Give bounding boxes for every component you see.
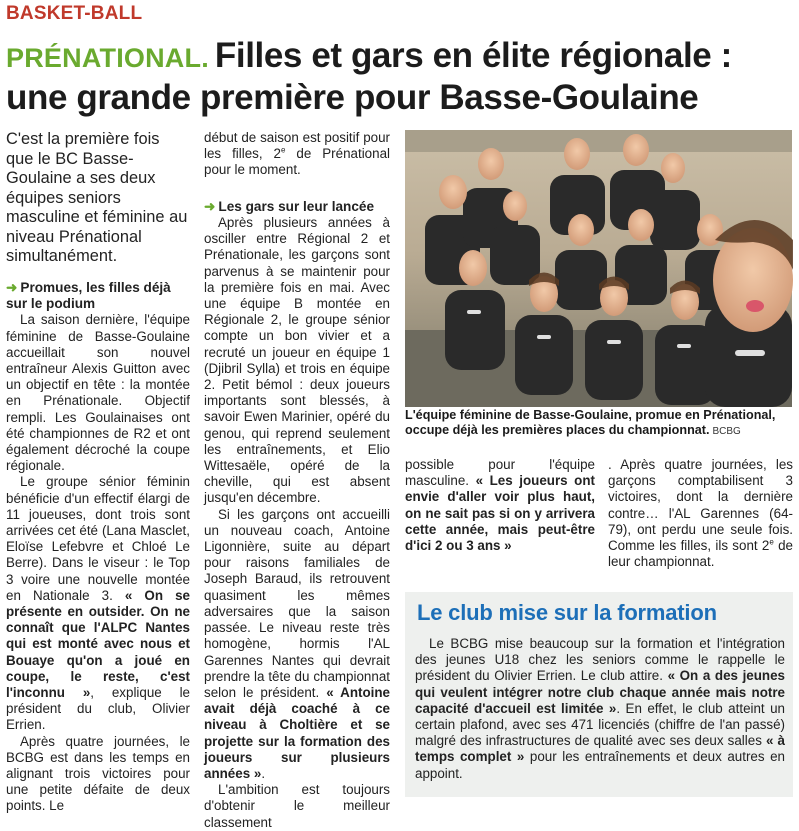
arrow-icon: ➜ xyxy=(6,279,18,295)
subheading-girls xyxy=(6,280,190,313)
paragraph-continued xyxy=(405,457,595,554)
headline xyxy=(6,36,793,118)
paragraph-text: possible pour l'équipe masculine. xyxy=(405,457,595,489)
paragraph-text: début de saison est positif pour les filles, 2 xyxy=(204,130,390,162)
paragraph: La saison dernière, l'équipe féminine de Basse-Goulaine accueillait son nouvel entraîneur Alexis Guitton avec un objectif en tête : la montée en Prénationale. Objectif rempli. Les Goulainaises ont été championnes de R2 et ont également décroché la coupe régionale. xyxy=(6,312,190,474)
paragraph: Après quatre journées, le BCBG est dans les temps en alignant trois victoires pour une petite défaite de deux points. Le xyxy=(6,733,190,814)
quote: « Antoine avait déjà coaché à ce niveau à Choltière et se projette sur la formation des joueurs sur plusieurs années » xyxy=(204,684,390,781)
team-photo xyxy=(405,130,792,407)
box-text-part: Le BCBG mise beaucoup sur la formation et l'intégration des jeunes U18 chez les seniors comme le rappelle le président du Olivier Errien. Le club attire. xyxy=(415,636,785,684)
caption-text: L'équipe féminine de Basse-Goulaine, promue en Prénational, occupe déjà les premières places du championnat. xyxy=(405,408,776,437)
arrow-icon: ➜ xyxy=(204,198,216,214)
column-4 xyxy=(608,457,793,570)
quote: « On a des jeunes qui veulent intégrer notre club chaque année mais notre capacité d'accueil est limitée » xyxy=(415,668,785,716)
paragraph-continued xyxy=(608,457,793,570)
headline-kicker: PRÉNATIONAL. xyxy=(6,43,209,73)
paragraph-text: . xyxy=(261,765,266,781)
quote: « à temps complet » xyxy=(415,733,785,765)
lead-paragraph: C'est la première fois que le BC Basse-Goulaine a ses deux équipes seniors masculine et féminine au niveau Prénational simultanément. xyxy=(6,130,188,265)
subheading-girls-text: Promues, les filles déjà sur le podium xyxy=(6,279,171,311)
box-text-part: pour les entraînements et deux autres en appoint. xyxy=(415,749,785,781)
column-3 xyxy=(405,457,595,554)
paragraph-text: Si les garçons ont accueilli un nouveau coach, Antoine Ligonnière, suite au départ pour raisons familiales de Joseph Baraud, ils retrouvent quasiment les mêmes adversaires que la saison passée. Le niveau reste très homogène, hormis l'AL Garennes Nantes qui devrait prendre la tête du championnat selon le président. xyxy=(204,506,390,700)
photo-credit: BCBG xyxy=(712,426,741,437)
box-title: Le club mise sur la formation xyxy=(417,600,717,625)
paragraph-text: de leur championnat. xyxy=(608,538,793,570)
subheading-boys-text: Les gars sur leur lancée xyxy=(218,198,375,214)
paragraph-text: . Après quatre journées, les garçons comptabilisent 3 victoires, dont la dernière contre… l'AL Garennes (64-79), ont perdu une seule fois. Comme les filles, ils sont 2 xyxy=(608,457,793,554)
paragraph xyxy=(6,474,190,733)
column-2 xyxy=(204,130,390,831)
superscript: e xyxy=(280,145,286,155)
column-1 xyxy=(6,130,190,815)
photo-caption xyxy=(405,408,792,439)
box-text xyxy=(415,636,785,782)
paragraph-text: de Prénational pour le moment. xyxy=(204,146,390,178)
section-label: BASKET-BALL xyxy=(6,3,143,24)
paragraph xyxy=(204,507,390,782)
quote: « Les joueurs ont envie d'aller voir plus haut, on ne sait pas si on y arrivera cette année, mais peut-être d'ici 2 ou 3 ans » xyxy=(405,473,595,554)
subheading-boys xyxy=(204,199,390,215)
headline-title: Filles et gars en élite régionale : une grande première pour Basse-Goulaine xyxy=(6,36,732,117)
box-text-part: . En effet, le club atteint un certain plafond, avec ses 471 licenciés (chiffre de l'an passé) malgré des infrastructures de qualité avec ses deux salles xyxy=(415,700,785,749)
paragraph: Après plusieurs années à osciller entre Régional 2 et Prénationale, les garçons sont parvenus à se maintenir pour la première fois en mai. Avec une équipe B montée en Régionale 2, le groupe sénior compte un bon vivier et a recruté un joueur en équipe 1 (Djibril Sylla) et trois en équipe 2. Petit bémol : deux joueurs importants sont blessés, à savoir Ewen Marinier, opéré du genou, qui reprend seulement les entraînements, et Elio Wittesaële, opéré de la cheville, qui est absent jusqu'en décembre. xyxy=(204,215,390,506)
paragraph-continued xyxy=(204,130,390,179)
sidebar-box xyxy=(405,592,793,797)
paragraph-text: , explique le président du club, Olivier Errien. xyxy=(6,684,191,733)
superscript: e xyxy=(769,537,774,547)
paragraph-text: Le groupe sénior féminin bénéficie d'un effectif élargi de 11 joueuses, dont trois sont arrivées cet été (Lana Masclet, Eloïse Lefebvre et Chloé Le Berre). Dans le viseur : le Top 3 voire une nouvelle montée en Nationale 3. xyxy=(6,474,190,603)
quote: « On se présente en outsider. On ne connaît que l'ALPC Nantes qui est monté avec nous et Bouaye qu'on a joué en coupe, le reste, c'est l'inconnu » xyxy=(6,587,190,700)
team-photo-image xyxy=(405,130,792,407)
paragraph: L'ambition est toujours d'obtenir le meilleur classement xyxy=(204,782,390,830)
